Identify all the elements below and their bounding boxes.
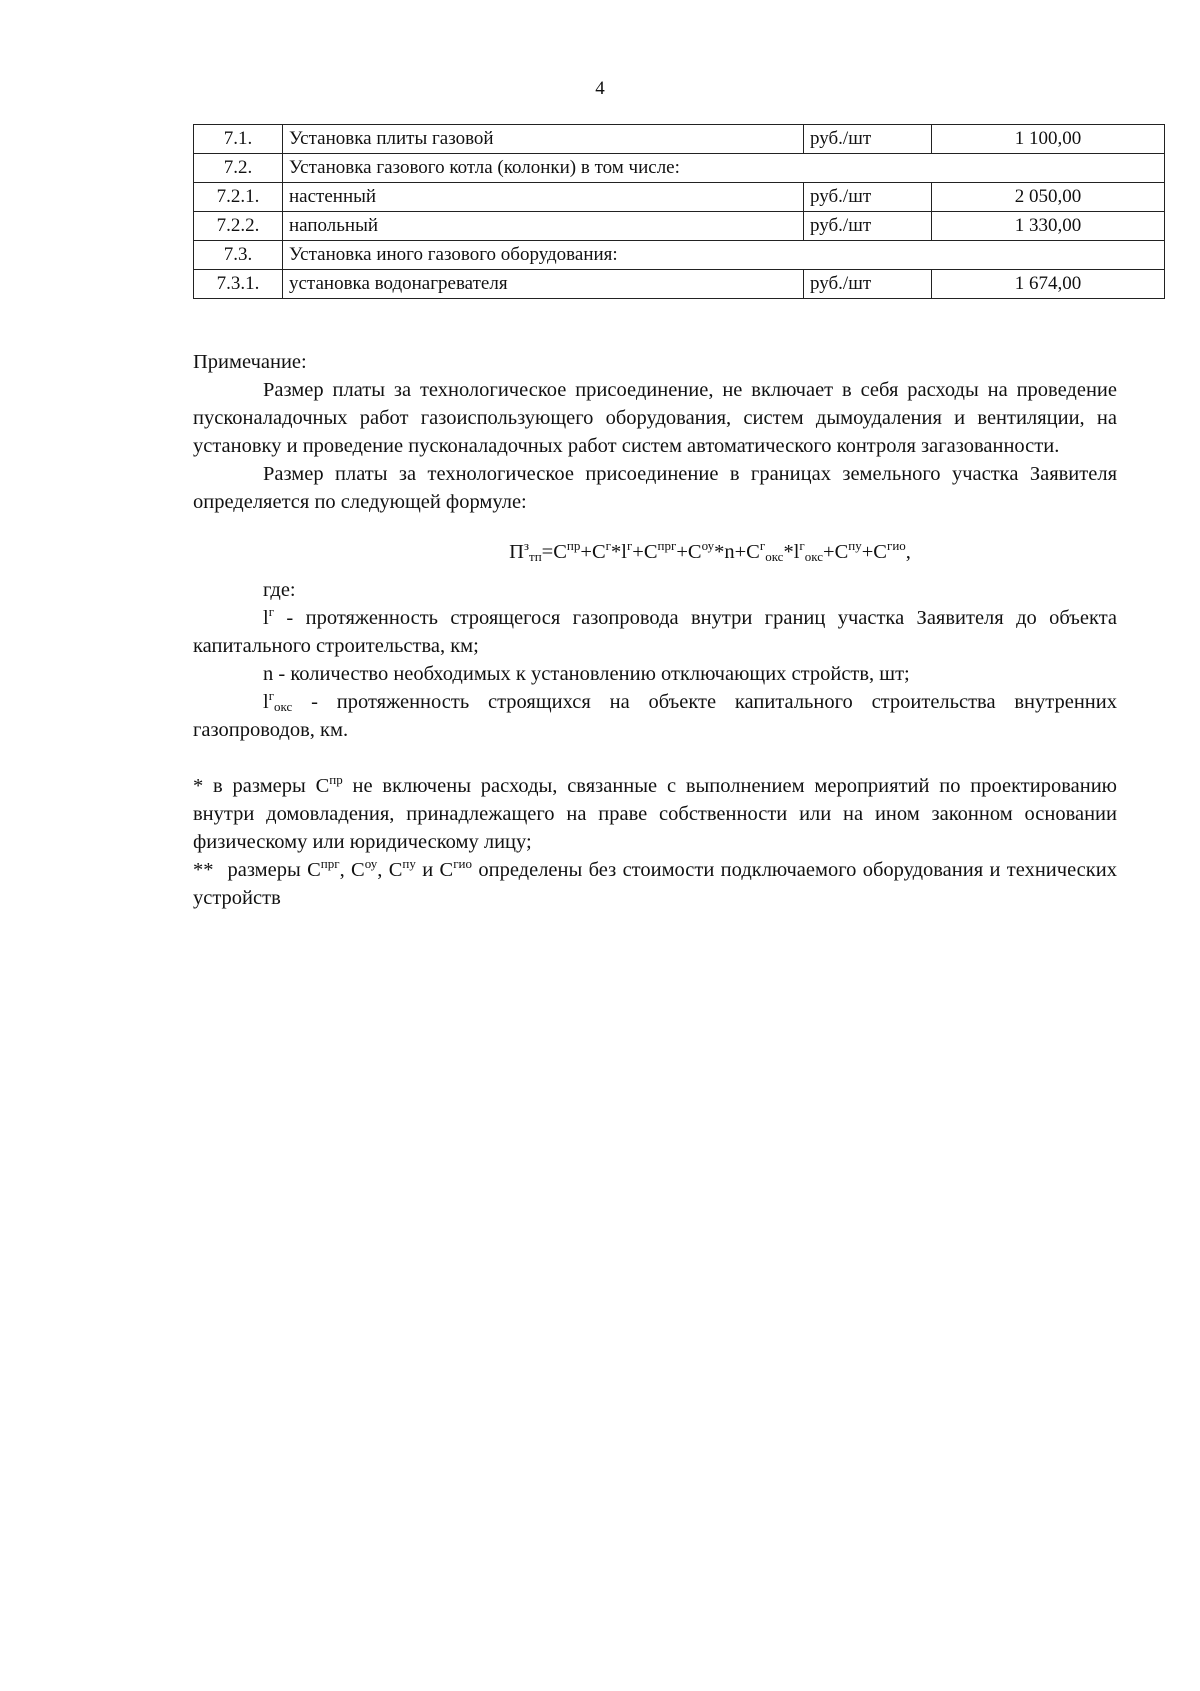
definition-lg (193, 604, 1117, 660)
formula-sup: з (523, 538, 530, 553)
formula-sup: пу (848, 538, 862, 553)
row-number: 7.3. (194, 241, 283, 270)
fee-formula (193, 538, 1117, 566)
formula-sup: г (605, 538, 611, 553)
footnote-1 (193, 772, 1117, 856)
row-number: 7.2. (194, 154, 283, 183)
footnote-text: * в размеры С (193, 775, 330, 797)
definition-lgoks (193, 688, 1117, 744)
formula-op: = (541, 541, 554, 563)
footnote-text: , С (377, 859, 403, 881)
formula-op: + (823, 541, 835, 563)
footnote-sup: пу (402, 856, 416, 871)
formula-op: * (714, 541, 725, 563)
row-value: 2 050,00 (932, 183, 1165, 212)
formula-symbol: С (643, 541, 658, 563)
row-name: настенный (283, 183, 804, 212)
footnote-text: и С (415, 859, 454, 881)
formula-sup: г (626, 538, 633, 553)
footnote-sup: гио (453, 856, 473, 871)
row-number: 7.3.1. (194, 270, 283, 299)
def-symbol: l (263, 691, 269, 713)
formula-symbol: n (724, 541, 735, 563)
formula-symbol: П (509, 541, 524, 563)
where-label: где: (263, 579, 296, 601)
formula-op: * (783, 541, 794, 563)
table-row (194, 125, 1165, 154)
def-text: - протяженность строящихся на объекте капитального строительства внутренних газопроводов, км. (193, 691, 1117, 741)
footnote-text: размеры С (227, 859, 321, 881)
formula-symbol: С (591, 541, 606, 563)
footnote-text: не включены расходы, связанные с выполнением мероприятий по проектированию внутри домовладения, принадлежащего на праве собственности или на ином законном основании физическому или юридическому лицу; (193, 775, 1117, 853)
formula-sub: окс (765, 549, 784, 564)
formula-op: + (734, 541, 747, 563)
row-value: 1 100,00 (932, 125, 1165, 154)
footnote-sup: оу (364, 856, 378, 871)
row-name: напольный (283, 212, 804, 241)
formula-op: + (580, 541, 592, 563)
footnote-2 (193, 856, 1117, 912)
formula-symbol: l (793, 541, 800, 563)
note-paragraph-1: Размер платы за технологическое присоединение, не включает в себя расходы на проведение пусконаладочных работ газоиспользующего оборудования, систем дымоудаления и вентиляции, на установку и проведение пусконаладочных работ систем автоматического контроля загазованности. (193, 379, 1117, 457)
row-name: Установка газового котла (колонки) в том числе: (283, 154, 1165, 183)
def-sup: г (268, 688, 275, 703)
row-name: Установка иного газового оборудования: (283, 241, 1165, 270)
table-row (194, 270, 1165, 299)
formula-sub: тп (529, 549, 542, 564)
note-heading: Примечание: (193, 351, 307, 373)
footnote-sup: прг (320, 856, 340, 871)
note-section (193, 348, 1117, 912)
row-unit: руб./шт (804, 183, 932, 212)
table-row (194, 183, 1165, 212)
formula-op: * (610, 541, 622, 563)
def-text: - протяженность строящегося газопровода внутри границ участка Заявителя до объекта капитального строительства, км; (193, 607, 1117, 657)
def-symbol: l (263, 607, 269, 629)
table-row (194, 212, 1165, 241)
table-row (194, 241, 1165, 270)
formula-sub: окс (804, 549, 824, 564)
table-row (194, 154, 1165, 183)
footnote-sup: пр (329, 772, 343, 787)
row-value: 1 674,00 (932, 270, 1165, 299)
row-number: 7.2.1. (194, 183, 283, 212)
formula-sup: оу (701, 538, 715, 553)
formula-sup: пр (566, 538, 581, 553)
formula-symbol: С (834, 541, 849, 563)
note-paragraph-2: Размер платы за технологическое присоединение в границах земельного участка Заявителя определяется по следующей формуле: (193, 463, 1117, 513)
def-sup: г (268, 604, 275, 619)
formula-sup: г (799, 538, 805, 553)
formula-symbol: С (687, 541, 702, 563)
formula-op: + (676, 541, 688, 563)
row-unit: руб./шт (804, 270, 932, 299)
formula-symbol: С (873, 541, 887, 563)
row-value: 1 330,00 (932, 212, 1165, 241)
footnote-text: , С (339, 859, 365, 881)
footnote-marker: ** (193, 859, 214, 881)
page-number: 4 (595, 78, 605, 99)
formula-symbol: l (621, 541, 627, 563)
row-unit: руб./шт (804, 125, 932, 154)
definition-n: n - количество необходимых к установлению отключающих стройств, шт; (263, 663, 910, 685)
formula-symbol: С (746, 541, 760, 563)
formula-sup: прг (657, 538, 677, 553)
row-name: установка водонагревателя (283, 270, 804, 299)
row-number: 7.1. (194, 125, 283, 154)
row-number: 7.2.2. (194, 212, 283, 241)
formula-sup: гио (886, 538, 906, 553)
footnote-text: определены без стоимости подключаемого оборудования и технических устройств (193, 859, 1117, 909)
formula-sup: г (759, 538, 766, 553)
def-sub: окс (274, 699, 293, 714)
formula-op: + (632, 541, 644, 563)
row-name: Установка плиты газовой (283, 125, 804, 154)
row-unit: руб./шт (804, 212, 932, 241)
formula-op: , (905, 541, 911, 563)
formula-symbol: С (553, 541, 567, 563)
formula-op: + (861, 541, 874, 563)
rates-table (193, 124, 1165, 299)
